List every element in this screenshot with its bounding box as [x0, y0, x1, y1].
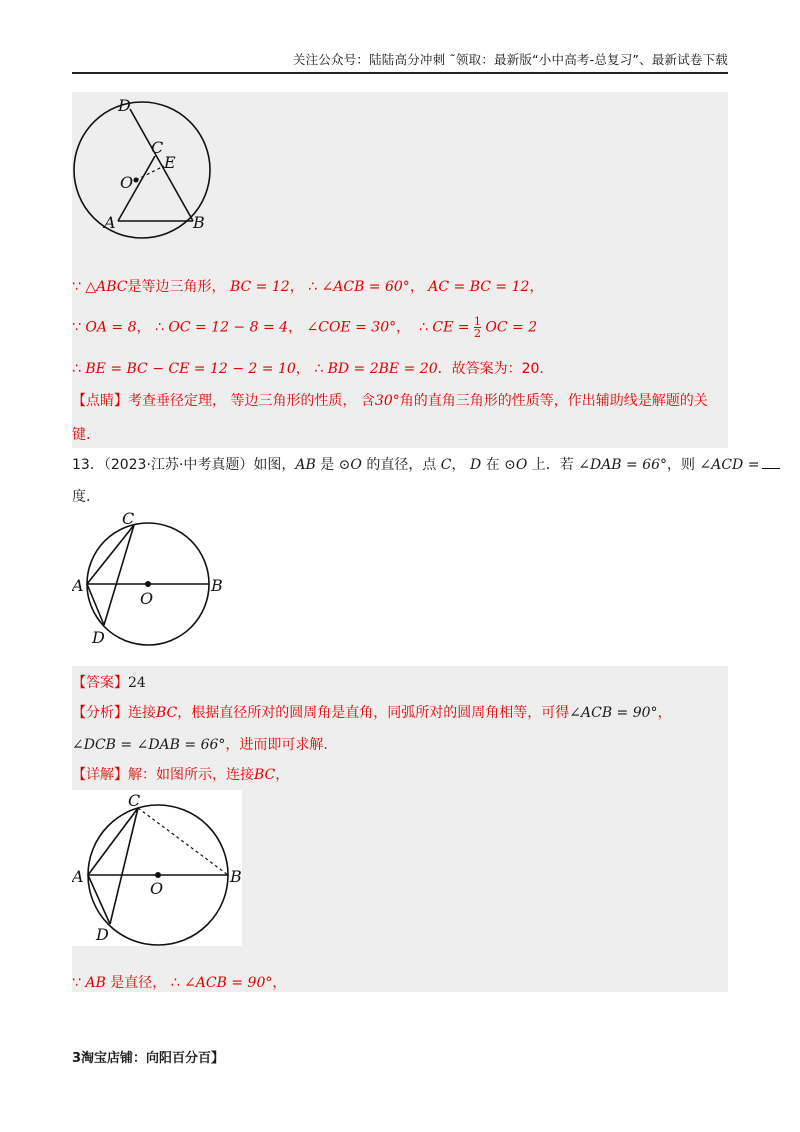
- expr-bc: BC: [254, 767, 276, 783]
- label-d: D: [96, 925, 109, 944]
- expr-bc: BC = 12: [229, 279, 290, 295]
- question-13-line-2: [72, 486, 90, 506]
- expr-circle-o: ⊙O: [338, 457, 362, 473]
- detail-tag: 【详解】: [72, 767, 128, 783]
- solution-line-1: [72, 276, 543, 296]
- remark-text: 键.: [72, 427, 91, 443]
- label-b: B: [211, 576, 223, 595]
- label-c: C: [122, 509, 135, 528]
- expr-angle-acb: ∠ACB = 60°: [321, 279, 410, 295]
- fraction-denominator: 2: [473, 327, 481, 340]
- fraction-numerator: 1: [473, 315, 481, 328]
- analysis-line-2: [72, 734, 328, 754]
- expr-angle-acb: ∠ACB = 90°: [184, 975, 273, 991]
- text: ，根据直径所对的圆周角是直角，同弧所对的圆周角相等，可得: [177, 705, 570, 721]
- final-answer-text: ．故答案为：20.: [437, 361, 544, 377]
- expr-bc: BC: [156, 705, 178, 721]
- therefore-symbol: ∴: [154, 319, 164, 336]
- expr-ab: AB: [85, 975, 106, 991]
- text: 在: [481, 457, 505, 473]
- text: 解：如图所示，连接: [128, 767, 254, 783]
- expr-angle-acd: ∠ACD =: [699, 457, 760, 473]
- footer-text: 3淘宝店铺：向阳百分百】: [72, 1051, 225, 1066]
- expr-d: D: [469, 457, 482, 473]
- analysis-line-1: [72, 702, 672, 722]
- sep: ，: [409, 279, 424, 295]
- label-b: B: [193, 213, 205, 232]
- figure-2-circle-diameter: [72, 508, 242, 648]
- text: 是直径，: [105, 975, 167, 991]
- sep: ，: [289, 279, 304, 295]
- sep: ，: [136, 319, 151, 336]
- figure-3-circle-with-bc: [72, 790, 242, 946]
- header-text: 关注公众号：陆陆高分冲刺 ˜领取：最新版“小中高考-总复习”、最新试卷下载: [292, 52, 728, 67]
- text: 上．若: [527, 457, 579, 473]
- label-d: D: [92, 628, 105, 647]
- question-number: 13．: [72, 457, 104, 473]
- expr-angle-coe: ∠COE = 30°: [306, 319, 397, 336]
- page-header: [72, 50, 728, 74]
- remark-line-1: [72, 390, 708, 410]
- sep: ，: [295, 361, 310, 377]
- solution-line-2: [72, 316, 537, 339]
- text: 连接: [128, 705, 156, 721]
- question-13-line-1: [72, 454, 780, 474]
- fraction-half: [474, 316, 481, 339]
- therefore-symbol: ∴: [308, 279, 318, 295]
- question-source: （2023·江苏·中考真题）如图，: [103, 457, 296, 473]
- expr-circle-o: ⊙O: [504, 457, 528, 473]
- because-symbol: ∵: [72, 975, 81, 991]
- answer-line: [72, 672, 146, 692]
- expr-bd: BD = 2BE = 20: [327, 361, 438, 377]
- remark-text: 考查垂径定理， 等边三角形的性质， 含: [128, 393, 375, 409]
- page-footer: [72, 1047, 224, 1066]
- solution-line-3: [72, 358, 544, 378]
- text: ，进而即可求解.: [225, 737, 328, 753]
- because-symbol: ∵: [72, 319, 81, 336]
- sep: ，: [396, 319, 411, 336]
- label-c: C: [151, 138, 164, 157]
- therefore-symbol: ∴: [72, 361, 81, 377]
- remark-line-2: [72, 424, 90, 444]
- expr-angle-dcb: ∠DCB = ∠DAB = 66°: [72, 737, 226, 753]
- therefore-symbol: ∴: [314, 361, 324, 377]
- label-a: A: [72, 576, 84, 595]
- text: 是等边三角形，: [127, 279, 226, 295]
- remark-text: 角的直角三角形的性质等，作出辅助线是解题的关: [399, 393, 708, 409]
- therefore-symbol: ∴: [170, 975, 180, 991]
- label-b: B: [230, 867, 242, 886]
- label-o: O: [120, 173, 134, 192]
- label-c: C: [128, 791, 141, 810]
- analysis-tag: 【分析】: [72, 705, 128, 721]
- label-o: O: [140, 589, 154, 608]
- text: 度.: [72, 489, 91, 505]
- expr-be: BE = BC − CE = 12 − 2 = 10: [85, 361, 296, 377]
- expr-angle-acb: ∠ACB = 90°: [569, 705, 658, 721]
- figure-1-equilateral-triangle: [72, 92, 222, 242]
- text: ，: [451, 457, 470, 473]
- triangle-abc: △ABC: [85, 279, 128, 295]
- label-e: E: [164, 153, 176, 172]
- remark-degree: 30°: [374, 393, 400, 409]
- answer-value: 24: [128, 675, 146, 691]
- final-line: [72, 972, 286, 992]
- text: ，: [657, 705, 672, 721]
- because-symbol: ∵: [72, 279, 81, 295]
- label-o: O: [150, 879, 164, 898]
- expr-ce-left: CE =: [432, 319, 470, 336]
- sep: ，: [288, 319, 303, 336]
- text: ，则: [667, 457, 700, 473]
- text: 的直径，点: [361, 457, 441, 473]
- detail-line: [72, 764, 289, 784]
- expr-ce-right: OC = 2: [485, 319, 538, 336]
- expr-angle-dab: ∠DAB = 66°: [578, 457, 668, 473]
- expr-oc: OC = 12 − 8 = 4: [168, 319, 289, 336]
- answer-tag: 【答案】: [72, 675, 128, 691]
- expr-ac-bc: AC = BC = 12: [428, 279, 530, 295]
- sep: ，: [529, 279, 544, 295]
- text: ，: [275, 767, 290, 783]
- therefore-symbol: ∴: [419, 319, 428, 336]
- label-a: A: [104, 213, 116, 232]
- answer-blank[interactable]: [762, 454, 780, 469]
- label-a: A: [72, 867, 84, 886]
- text: ，: [272, 975, 287, 991]
- label-d: D: [118, 96, 131, 115]
- expr-ab: AB: [295, 457, 316, 473]
- expr-oa: OA = 8: [85, 319, 137, 336]
- text: 是: [315, 457, 339, 473]
- remark-tag: 【点睛】: [72, 393, 128, 409]
- expr-c: C: [440, 457, 452, 473]
